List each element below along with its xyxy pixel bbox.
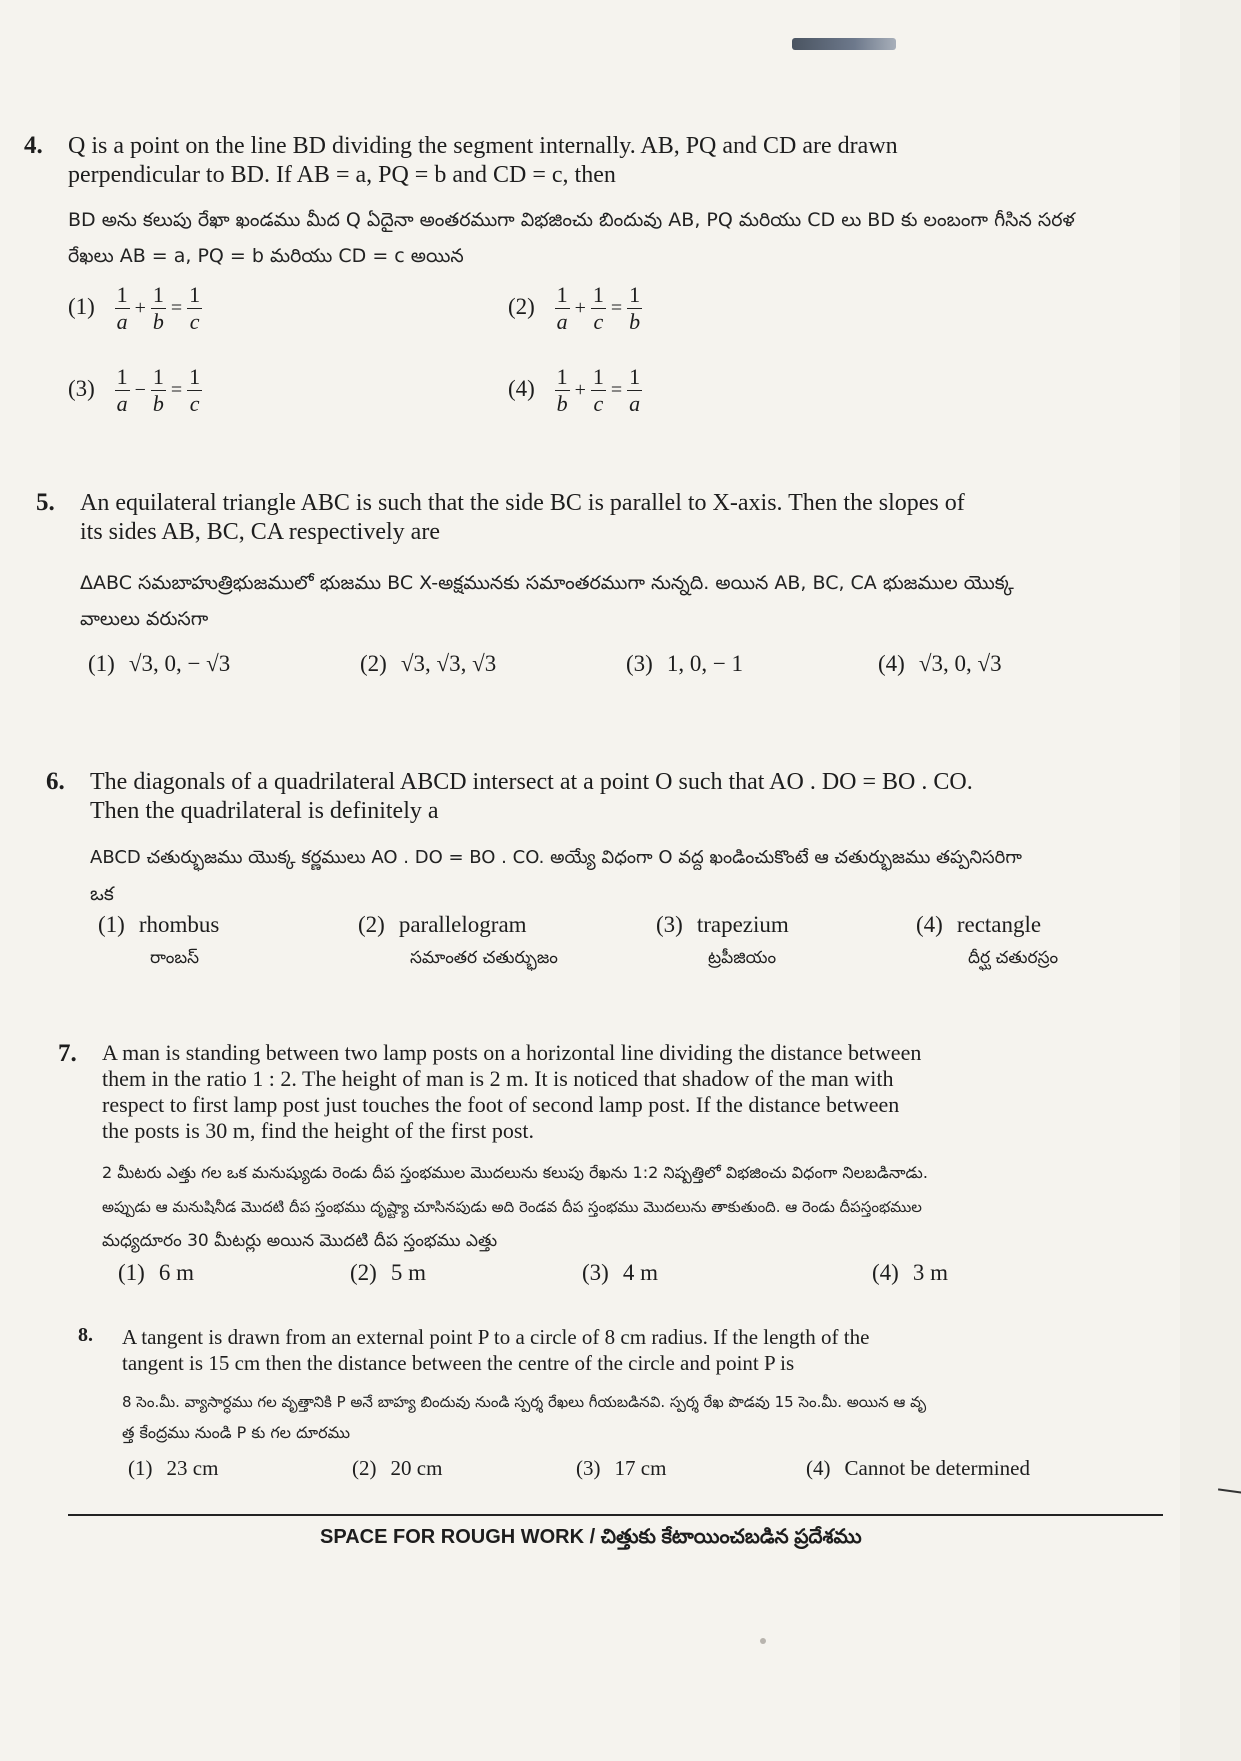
option-3[interactable]: [68, 364, 202, 417]
question-4: [24, 132, 1174, 432]
option-text-te: సమాంతర చతుర్భుజం: [410, 948, 558, 968]
numerator: 1: [556, 364, 568, 389]
question-number: 5.: [36, 489, 55, 516]
numerator: 1: [116, 364, 128, 389]
question-text-te: మధ్యదూరం 30 మీటర్లు అయిన మొదటి దీప స్తంభము ఎత్తు: [102, 1231, 498, 1251]
denominator: c: [189, 391, 200, 416]
option-label: (1): [88, 651, 115, 676]
question-text-en: An equilateral triangle ABC is such that the side BC is parallel to X-axis. Then the slopes of: [80, 490, 965, 516]
question-text-te: త్త కేంద్రము నుండి P కు గల దూరము: [122, 1423, 351, 1442]
question-number: 6.: [46, 768, 65, 795]
options: [128, 1456, 1178, 1492]
rough-work-label: SPACE FOR ROUGH WORK / చిత్తుకు కేటాయించబడిన ప్రదేశము: [320, 1526, 862, 1548]
denominator: a: [629, 391, 641, 416]
question-text-en: Q is a point on the line BD dividing the segment internally. AB, PQ and CD are drawn: [68, 133, 898, 159]
question-text-te: 8 సెం.మీ. వ్యాసార్ధము గల వృత్తానికి P అనే బాహ్య బిందువు నుండి స్పర్శ రేఖలు గీయబడినవి. స్పర్శ రేఖ పొడవు 15 సెం.మీ. అయిన ఆ వృ: [122, 1393, 927, 1411]
option-1[interactable]: [128, 1456, 218, 1481]
option-text: √3, 0, √3: [918, 651, 1002, 676]
equation: [115, 282, 203, 335]
question-text-te: ΔABC సమబాహుత్రిభుజములో భుజము BC X-అక్షమునకు సమాంతరముగా నున్నది. అయిన AB, BC, CA భుజముల యొక్క: [80, 572, 1014, 594]
option-label: (2): [350, 1260, 377, 1285]
option-text-te: ట్రపీజియం: [708, 948, 777, 968]
option-text: 23 cm: [166, 1456, 219, 1480]
denominator: c: [189, 309, 200, 334]
option-label: (2): [508, 293, 535, 319]
option-label: (4): [878, 651, 905, 676]
denominator: c: [593, 309, 604, 334]
option-text: 20 cm: [390, 1456, 443, 1480]
option-label: (2): [352, 1456, 377, 1480]
question-7: [58, 1040, 1178, 1296]
question-text-en: A tangent is drawn from an external point P to a circle of 8 cm radius. If the length of the: [122, 1325, 870, 1349]
scan-artifact: [792, 38, 896, 50]
option-1[interactable]: [68, 282, 202, 335]
numerator: 1: [556, 282, 568, 307]
option-4[interactable]: [806, 1456, 1030, 1481]
numerator: 1: [629, 364, 641, 389]
numerator: 1: [189, 364, 201, 389]
numerator: 1: [152, 364, 164, 389]
option-label: (2): [358, 912, 385, 937]
option-text: rectangle: [956, 912, 1042, 937]
question-6: [46, 768, 1176, 992]
operator: =: [170, 297, 183, 319]
option-4[interactable]: [508, 364, 642, 417]
option-text: √3, √3, √3: [400, 651, 497, 676]
option-text: parallelogram: [398, 912, 527, 937]
option-label: (4): [806, 1456, 831, 1480]
option-text: Cannot be determined: [844, 1456, 1030, 1480]
option-2[interactable]: [350, 1260, 426, 1286]
option-text: 17 cm: [614, 1456, 667, 1480]
denominator: b: [629, 309, 641, 334]
option-text: rhombus: [138, 912, 220, 937]
question-5: [36, 489, 1176, 691]
options: [118, 1260, 1178, 1296]
numerator: 1: [629, 282, 641, 307]
options: [68, 282, 1174, 432]
footer-divider: [68, 1514, 1163, 1516]
question-text-en: respect to first lamp post just touches the foot of second lamp post. If the distance between: [102, 1092, 900, 1117]
option-text: 6 m: [158, 1260, 194, 1285]
option-2[interactable]: [358, 912, 558, 972]
numerator: 1: [116, 282, 128, 307]
question-number: 7.: [58, 1040, 77, 1067]
options: [98, 912, 1176, 992]
operator: +: [574, 297, 586, 319]
denominator: b: [152, 309, 164, 334]
option-3[interactable]: [582, 1260, 658, 1286]
operator: +: [574, 379, 586, 401]
option-3[interactable]: [576, 1456, 666, 1481]
option-text: 4 m: [622, 1260, 658, 1285]
question-text-en: its sides AB, BC, CA respectively are: [80, 519, 440, 545]
option-3[interactable]: [626, 651, 743, 677]
option-label: (3): [656, 912, 683, 937]
question-text-te: BD అను కలుపు రేఖా ఖండము మీద Q ఏదైనా అంతరముగా విభజించు బిందువు AB, PQ మరియు CD లు BD కు లంబంగా గీసిన సరళ: [68, 209, 1075, 231]
question-text-te: అప్పుడు ఆ మనుషినీడ మొదటి దీప స్తంభము దృష్ట్యా చూసినపుడు అది రెండవ దీప స్తంభము మొదలును తాకుతుంది. ఆ రెండు దీపస్తంభముల: [102, 1198, 922, 1216]
numerator: 1: [189, 282, 201, 307]
option-label: (1): [118, 1260, 145, 1285]
option-label: (1): [128, 1456, 153, 1480]
options: [88, 651, 1176, 691]
equation: [115, 364, 203, 417]
equation: [555, 364, 643, 417]
option-4[interactable]: [878, 651, 1002, 677]
denominator: b: [152, 391, 164, 416]
option-text: 5 m: [390, 1260, 426, 1285]
operator: +: [134, 297, 146, 319]
option-text-te: రాంబస్: [150, 948, 200, 968]
option-1[interactable]: [88, 651, 230, 677]
option-label: (3): [576, 1456, 601, 1480]
option-label: (1): [68, 293, 95, 319]
option-label: (4): [508, 375, 535, 401]
question-text-te: ABCD చతుర్భుజము యొక్క కర్ణములు AO . DO = BO . CO. అయ్యే విధంగా O వద్ద ఖండించుకొంటే ఆ చతుర్భుజము తప్పనిసరిగా: [90, 847, 1022, 868]
option-label: (4): [916, 912, 943, 937]
question-text-en: tangent is 15 cm then the distance between the centre of the circle and point P is: [122, 1351, 795, 1375]
denominator: a: [116, 309, 128, 334]
option-label: (4): [872, 1260, 899, 1285]
option-label: (1): [98, 912, 125, 937]
operator: −: [134, 379, 146, 401]
question-text-en: A man is standing between two lamp posts on a horizontal line dividing the distance between: [102, 1040, 922, 1065]
question-8: [78, 1324, 1178, 1492]
denominator: a: [116, 391, 128, 416]
numerator: 1: [592, 282, 604, 307]
option-text: 3 m: [912, 1260, 948, 1285]
option-text: trapezium: [696, 912, 789, 937]
operator: =: [170, 379, 183, 401]
question-text-en: perpendicular to BD. If AB = a, PQ = b and CD = c, then: [68, 162, 616, 188]
numerator: 1: [152, 282, 164, 307]
option-text: √3, 0, − √3: [128, 651, 231, 676]
question-text-te: రేఖలు AB = a, PQ = b మరియు CD = c అయిన: [68, 245, 464, 267]
option-label: (3): [68, 375, 95, 401]
option-1[interactable]: [118, 1260, 194, 1286]
question-number: 4.: [24, 132, 43, 159]
numerator: 1: [592, 364, 604, 389]
option-label: (3): [582, 1260, 609, 1285]
operator: =: [610, 379, 623, 401]
option-2[interactable]: [360, 651, 496, 677]
option-4[interactable]: [916, 912, 1058, 972]
operator: =: [610, 297, 623, 319]
denominator: a: [556, 309, 568, 334]
scan-edge-mark: [1218, 1488, 1241, 1493]
question-text-en: them in the ratio 1 : 2. The height of man is 2 m. It is noticed that shadow of the man with: [102, 1066, 894, 1091]
option-label: (2): [360, 651, 387, 676]
option-2[interactable]: [508, 282, 642, 335]
question-text-te: వాలులు వరుసగా: [80, 608, 209, 630]
question-text-te: 2 మీటరు ఎత్తు గల ఒక మనుష్యుడు రెండు దీప స్తంభముల మొదలును కలుపు రేఖను 1:2 నిష్పత్తిలో విభజించు విధంగా నిలబడినాడు.: [102, 1163, 928, 1182]
option-text: 1, 0, − 1: [666, 651, 744, 676]
question-number: 8.: [78, 1324, 93, 1346]
question-text-te: ఒక: [90, 883, 114, 905]
denominator: b: [556, 391, 568, 416]
question-text-en: the posts is 30 m, find the height of the first post.: [102, 1118, 535, 1143]
option-text-te: దీర్ఘ చతురస్రం: [968, 948, 1059, 968]
equation: [555, 282, 643, 335]
option-1[interactable]: [98, 912, 219, 972]
option-2[interactable]: [352, 1456, 442, 1481]
question-text-en: Then the quadrilateral is definitely a: [90, 798, 439, 824]
option-4[interactable]: [872, 1260, 948, 1286]
denominator: c: [593, 391, 604, 416]
question-text-en: The diagonals of a quadrilateral ABCD intersect at a point O such that AO . DO = BO . CO.: [90, 769, 973, 795]
option-label: (3): [626, 651, 653, 676]
scan-speck: [760, 1638, 766, 1644]
option-3[interactable]: [656, 912, 789, 972]
